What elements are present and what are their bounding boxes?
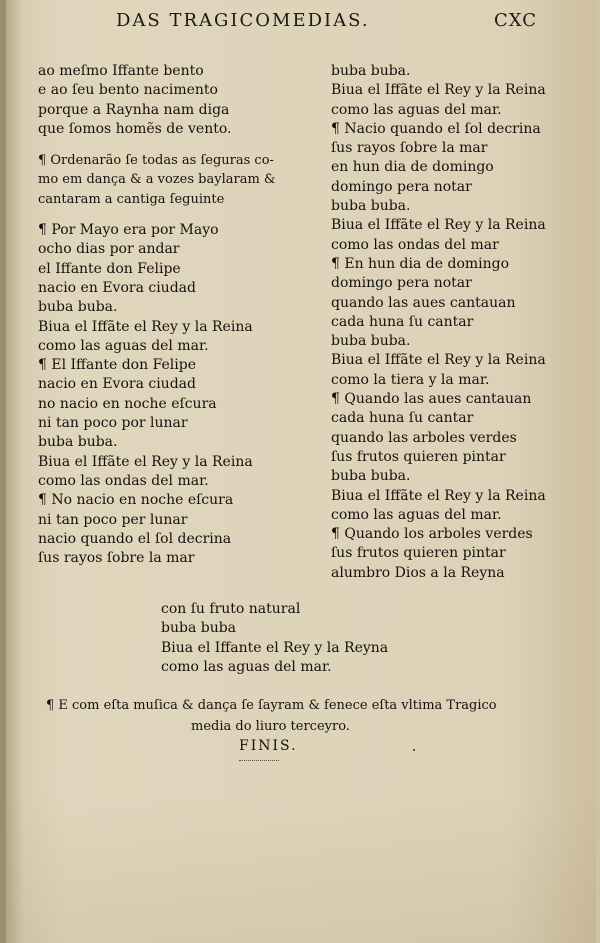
- verse-line: Biua el Iffãte el Rey y la Reina: [331, 487, 546, 504]
- left-column: [38, 62, 278, 568]
- verse-line: que ſomos homẽs de vento.: [38, 120, 232, 137]
- verse-line: porque a Raynha nam diga: [38, 101, 230, 118]
- verse-line: ſus rayos ſobre la mar: [38, 550, 195, 567]
- verse-line: ao meſmo Iffante bento: [38, 63, 204, 79]
- verse-line: buba buba.: [331, 63, 411, 79]
- verse-line: buba buba.: [38, 434, 118, 451]
- finis-rule: [239, 760, 279, 761]
- stage-direction-line: ¶ Ordenarão ſe todas as ſeguras co-: [38, 153, 274, 169]
- verse-line: Biua el Iffãte el Rey y la Reina: [38, 453, 253, 470]
- verse-line: nacio en Evora ciudad: [38, 279, 196, 296]
- verse-line: como las ondas del mar.: [38, 472, 209, 489]
- verse-line: ¶ Quando las aues cantauan: [331, 391, 532, 408]
- verse-line: ſus frutos quieren pintar: [331, 448, 506, 465]
- verse-line: ¶ Por Mayo era por Mayo: [38, 222, 219, 239]
- verse-line: Biua el Iffãte el Rey y la Reina: [331, 82, 546, 99]
- verse-line: con ſu fruto natural: [161, 601, 301, 617]
- verse-line: nacio quando el ſol decrina: [38, 530, 232, 547]
- verse-line: como las aguas del mar.: [331, 506, 502, 523]
- book-page: [6, 0, 596, 943]
- verse-line: domingo pera notar: [331, 275, 472, 292]
- verse-line: Biua el Iffãte el Rey y la Reina: [38, 318, 253, 335]
- verse-line: como las aguas del mar.: [331, 101, 502, 118]
- verse-line: quando las arboles verdes: [331, 429, 517, 446]
- verse-line: e ao ſeu bento nacimento: [38, 82, 218, 99]
- stage-direction-line: mo em dança & a vozes baylaram &: [38, 172, 276, 188]
- verse-line: buba buba.: [38, 299, 118, 316]
- verse-line: ¶ Quando los arboles verdes: [331, 526, 533, 543]
- folio-number: CXC: [494, 10, 538, 31]
- verse-line: como la tiera y la mar.: [331, 371, 490, 388]
- verse-line: como las ondas del mar: [331, 236, 499, 253]
- verse-line: ſus rayos ſobre la mar: [331, 140, 488, 157]
- verse-line: Biua el Iffante el Rey y la Reyna: [161, 639, 389, 656]
- verse-line: buba buba.: [331, 198, 411, 215]
- verse-line: quando las aues cantauan: [331, 294, 516, 311]
- verse-line: buba buba: [161, 620, 237, 637]
- verse-line: buba buba.: [331, 333, 411, 350]
- verse-line: el Iffante don Felipe: [38, 260, 181, 277]
- verse-line: ocho dias por andar: [38, 241, 180, 258]
- verse-line: como las aguas del mar.: [161, 658, 332, 675]
- right-column: [331, 62, 571, 583]
- running-title: DAS TRAGICOMEDIAS.: [116, 10, 370, 31]
- verse-line: Biua el Iffãte el Rey y la Reina: [331, 217, 546, 234]
- verse-line: ni tan poco per lunar: [38, 511, 188, 528]
- ink-dot: [413, 749, 415, 751]
- closing-note-line: media do liuro terceyro.: [191, 719, 350, 734]
- verse-line: ¶ Nacio quando el ſol decrina: [331, 120, 541, 137]
- verse-line: Biua el Iffãte el Rey y la Reina: [331, 352, 546, 369]
- verse-line: no nacio en noche eſcura: [38, 395, 217, 412]
- verse-line: ni tan poco por lunar: [38, 415, 188, 432]
- verse-line: domingo pera notar: [331, 178, 472, 195]
- verse-line: cada huna ſu cantar: [331, 410, 474, 427]
- closing-note-line: ¶ E com eſta muſica & dança ſe ſayram & fenece eſta vltima Tragico: [46, 698, 497, 713]
- verse-line: como las aguas del mar.: [38, 337, 209, 354]
- verse-line: ¶ El Iffante don Felipe: [38, 357, 196, 374]
- verse-line: ¶ En hun dia de domingo: [331, 255, 510, 272]
- closing-note: [46, 695, 526, 737]
- finis-label: FINIS.: [239, 738, 298, 754]
- verse-line: alumbro Dios a la Reyna: [331, 564, 505, 581]
- verse-line: en hun dia de domingo: [331, 159, 494, 176]
- verse-line: ſus frutos quieren pintar: [331, 545, 506, 562]
- closing-stanza: [161, 600, 421, 677]
- stage-direction-line: cantaram a cantiga ſeguinte: [38, 191, 225, 207]
- verse-line: ¶ No nacio en noche eſcura: [38, 492, 234, 509]
- verse-line: nacio en Evora ciudad: [38, 376, 196, 393]
- verse-line: cada huna ſu cantar: [331, 313, 474, 330]
- verse-line: buba buba.: [331, 468, 411, 485]
